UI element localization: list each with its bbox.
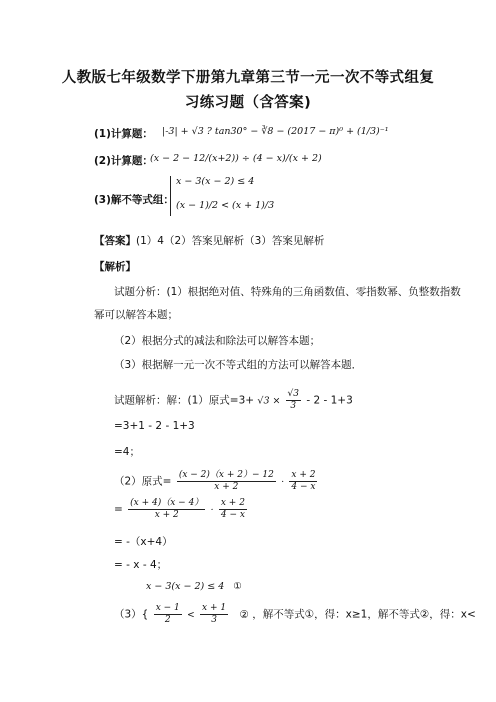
analysis-label: 【解析】 (94, 261, 136, 273)
solution2-fraction-a: $\frac{(x - 2)(x + 2)- 12}{x + 2}$ (178, 470, 274, 492)
solution2-line1: （2）原式= $\frac{(x - 2)(x + 2)- 12}{x + 2}$ · $\frac{x + 2}{4 - x}$ (114, 470, 316, 492)
doc-title-line1: 人教版七年级数学下册第九章第三节一元一次不等式组复 (61, 70, 435, 86)
solution1-math: √3 × (257, 395, 284, 407)
doc-title-line2: 习练习题（含答案) (184, 95, 312, 111)
answer-text: (1）4（2）答案见解析（3）答案见解析 (136, 235, 325, 247)
problem3-row1: x − 3(x − 2) ≤ 4 (176, 176, 255, 187)
answer-label: 【答案】 (94, 235, 136, 247)
solution3-line: （3）{ $\frac{x - 1}{2}$ < $\frac{x + 1}{3}$ ② ，解不等式①，得：x≥1，解不等式②，得：x< (114, 603, 476, 625)
analysis-intro-line1: 试题分析：(1）根据绝对值、特殊角的三角函数值、零指数幂、负整数指数 (114, 286, 461, 298)
solution3-prefix: （3）{ (114, 608, 149, 621)
solution2-line2: = $\frac{(x + 4)(x - 4)}{x + 2}$ · $\frac{x + 2}{4 - x}$ (114, 498, 245, 520)
solution2-fraction-d: $\frac{x + 2}{4 - x}$ (220, 498, 245, 520)
problem3-row2: (x − 1)/2 < (x + 1)/3 (176, 200, 275, 211)
solution3-fraction-b: $\frac{x + 1}{3}$ (202, 603, 227, 625)
answer-line (94, 233, 324, 248)
problem3-label: (3)解不等式组： (94, 194, 174, 206)
solution2-line3: = -（x+4） (114, 536, 173, 548)
solution1-line3: =4； (114, 446, 140, 458)
analysis-intro-line2: 幂可以解答本题； (94, 309, 178, 321)
solution1-line1 (114, 389, 353, 412)
problem2-expression: (x − 2 − 12/(x+2)) ÷ (4 − x)/(x + 2) (150, 153, 322, 164)
analysis-step3: （3）根据解一元一次不等式组的方法可以解答本题． (114, 359, 363, 371)
solution2-fraction-c: $\frac{(x + 4)(x - 4)}{x + 2}$ (130, 498, 204, 520)
solution1-suffix: - 2 - 1+3 (306, 394, 353, 407)
analysis-step2: （2）根据分式的减法和除法可以解答本题； (114, 335, 321, 347)
solution3-row1: x − 3(x − 2) ≤ 4 ① (146, 581, 242, 592)
problem1-label: (1)计算题： (94, 128, 153, 140)
solution3-text: ，解不等式①，得：x≥1，解不等式②，得：x< (252, 608, 476, 621)
solution3-fraction-a: $\frac{x - 1}{2}$ (155, 603, 180, 625)
solution2-fraction-b: $\frac{x + 2}{4 - x}$ (291, 470, 316, 492)
solution1-fraction: $\frac{√3}{3}$ (287, 389, 299, 411)
solution1-line2: =3+1 - 2 - 1+3 (114, 420, 195, 432)
problem1-expression: |-3| + √3 ? tan30° − ∛8 − (2017 − π)⁰ + (1/3)⁻¹ (162, 126, 389, 137)
solution1-prefix: 试题解析：解：(1）原式=3+ (114, 394, 255, 407)
problem3-brace (170, 176, 171, 216)
solution2-prefix: （2）原式= (114, 475, 172, 488)
circle-one: ① (233, 581, 242, 592)
problem2-label: (2)计算题： (94, 155, 153, 167)
solution2-line4: = - x - 4； (114, 559, 168, 571)
circle-two: ② (239, 608, 249, 621)
